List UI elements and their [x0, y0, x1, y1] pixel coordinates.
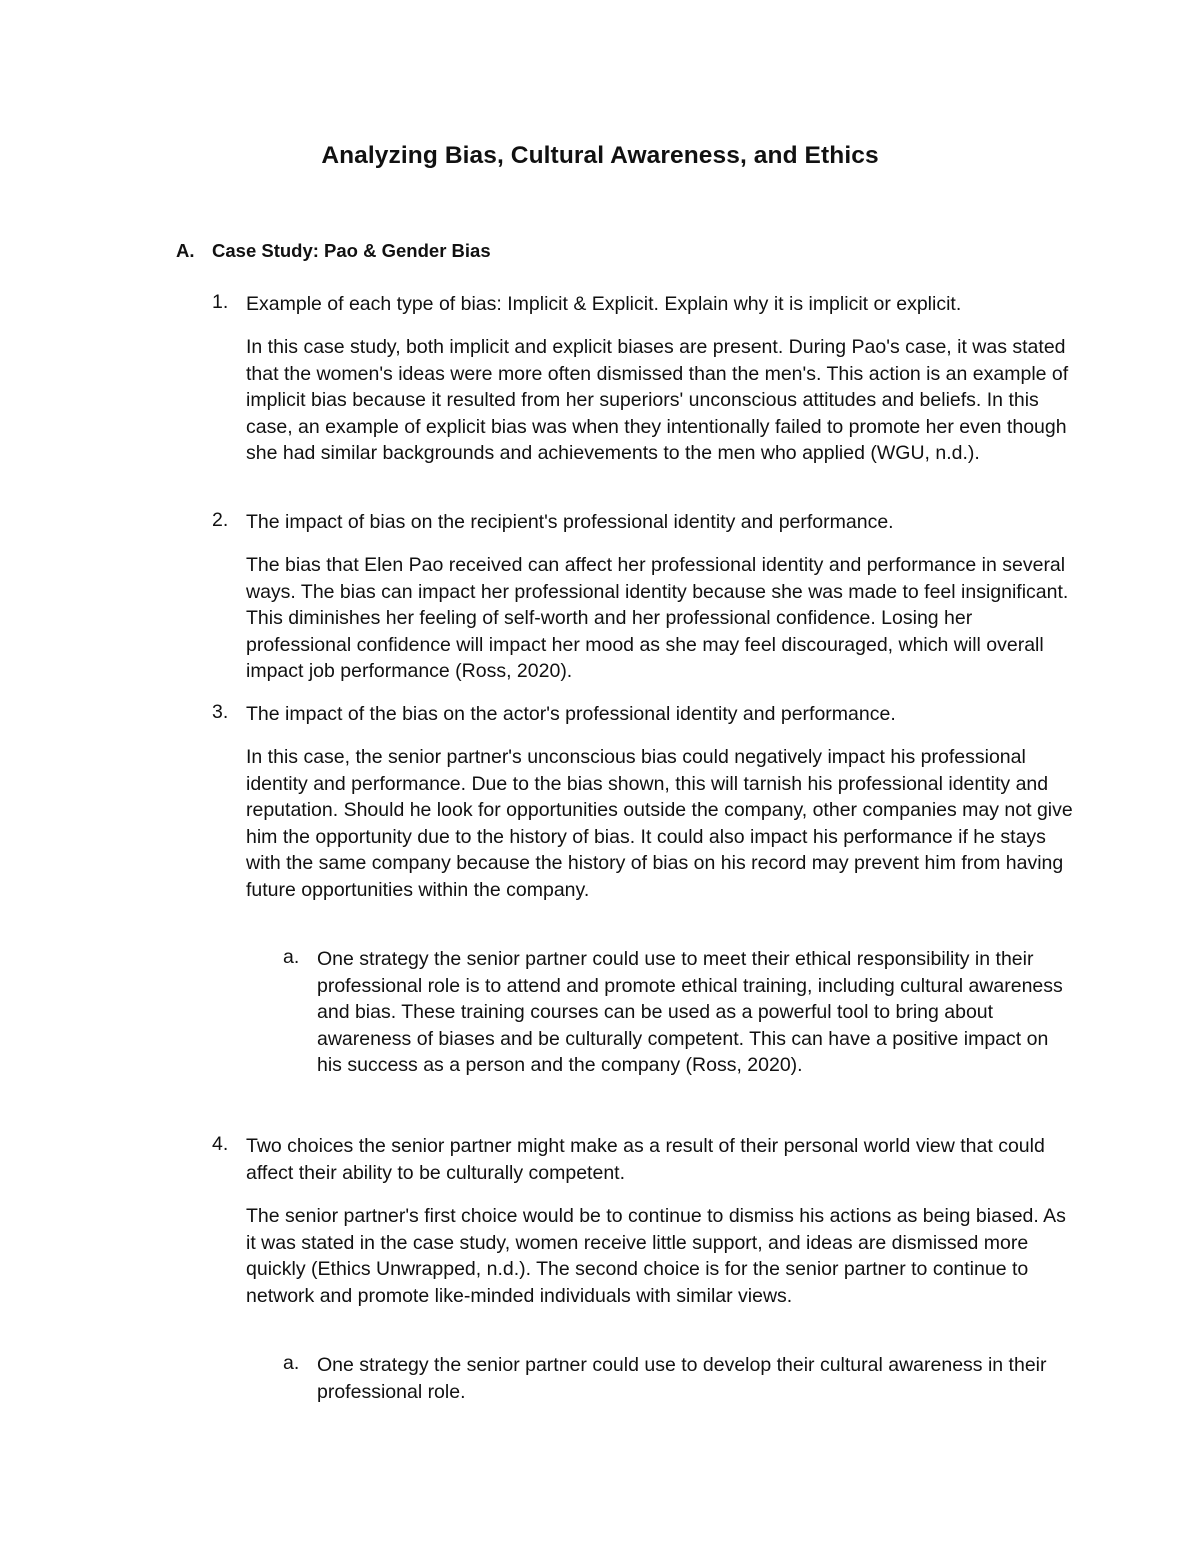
section-letter: A.: [176, 240, 195, 261]
item-3-question: The impact of the bias on the actor's professional identity and performance.: [246, 703, 896, 725]
item-1-number: 1.: [212, 291, 229, 313]
item-4-sub-letter: a.: [283, 1352, 300, 1374]
item-4-number: 4.: [212, 1133, 229, 1155]
item-4-sub-text: One strategy the senior partner could use to develop their cultural awareness in their professional role.: [317, 1354, 1047, 1403]
item-1-answer: In this case study, both implicit and explicit biases are present. During Pao's case, it was stated that the women's ideas were more often dismissed than the men's. This action is an example of implicit bias because it resulted from her superiors' unconscious attitudes and beliefs. In this case, an example of explicit bias was when they intentionally failed to promote her even though she had similar backgrounds and achievements to the men who applied (WGU, n.d.).: [246, 336, 1069, 465]
section-title: Case Study: Pao & Gender Bias: [212, 240, 491, 261]
item-2-number: 2.: [212, 509, 229, 531]
item-3-sub-letter: a.: [283, 946, 300, 968]
document-title: Analyzing Bias, Cultural Awareness, and Ethics: [321, 142, 879, 169]
item-3-answer: In this case, the senior partner's unconscious bias could negatively impact his professional identity and performance. Due to the bias shown, this will tarnish his professional identity and reputation. Should he look for opportunities outside the company, other companies may not give him the opportunity due to the history of bias. It could also impact his performance if he stays with the same company because the history of bias on his record may prevent him from having future opportunities within the company.: [246, 746, 1073, 901]
item-2-question: The impact of bias on the recipient's professional identity and performance.: [246, 511, 894, 533]
item-4-answer: The senior partner's first choice would be to continue to dismiss his actions as being biased. As it was stated in the case study, women receive little support, and ideas are dismissed more quickly (Ethics Unwrapped, n.d.). The second choice is for the senior partner to continue to network and promote like-minded individuals with similar views.: [246, 1205, 1066, 1307]
item-1-question: Example of each type of bias: Implicit & Explicit. Explain why it is implicit or explicit.: [246, 293, 962, 315]
section-heading: [176, 240, 491, 262]
item-4-question: Two choices the senior partner might make as a result of their personal world view that could affect their ability to be culturally competent.: [246, 1135, 1045, 1184]
item-3-sub-text: One strategy the senior partner could use to meet their ethical responsibility in their professional role is to attend and promote ethical training, including cultural awareness and bias. These training courses can be used as a powerful tool to bring about awareness of biases and be culturally competent. This can have a positive impact on his success as a person and the company (Ross, 2020).: [317, 948, 1063, 1077]
item-2-answer: The bias that Elen Pao received can affect her professional identity and performance in several ways. The bias can impact her professional identity because she was made to feel insignificant. This diminishes her feeling of self-worth and her professional confidence. Losing her professional confidence will impact her mood as she may feel discouraged, which will overall impact job performance (Ross, 2020).: [246, 554, 1069, 683]
item-3-number: 3.: [212, 701, 229, 723]
